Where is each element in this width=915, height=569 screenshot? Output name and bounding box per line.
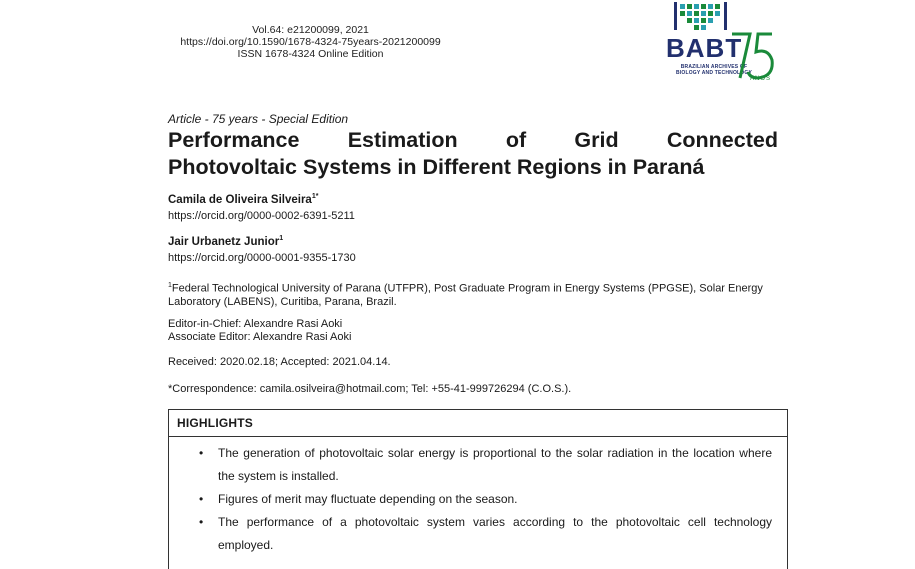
article-title [168, 127, 778, 181]
article-type: Article - 75 years - Special Edition [168, 112, 349, 126]
author-marker: 1* [311, 193, 319, 200]
title-line-1 [168, 127, 778, 154]
highlights-heading: HIGHLIGHTS [177, 416, 253, 430]
author-1-orcid[interactable]: https://orcid.org/0000-0002-6391-5211 [168, 210, 355, 222]
received-accepted-dates: Received: 2020.02.18; Accepted: 2021.04.14. [168, 356, 391, 368]
volume-line: Vol.64: e21200099, 2021 [252, 24, 369, 36]
author-name: Camila de Oliveira Silveira [168, 193, 312, 206]
author-1 [168, 193, 318, 206]
title-word: Estimation [347, 128, 458, 152]
author-2-orcid[interactable]: https://orcid.org/0000-0001-9355-1730 [168, 252, 356, 264]
highlight-text: Figures of merit may fluctuate depending on the season. [218, 492, 518, 506]
title-line-2: Photovoltaic Systems in Different Regions in Paraná [168, 155, 705, 179]
title-word: of [505, 128, 527, 152]
highlight-item [169, 442, 772, 488]
highlights-divider [169, 436, 787, 437]
highlight-text: The generation of photovoltaic solar energy is proportional to the solar radiation in the location where the system is installed. [218, 446, 772, 483]
babt-logo [664, 0, 782, 92]
title-word: Performance [168, 128, 300, 152]
logo-brand-text: BABT [666, 33, 743, 63]
bullet-icon: • [199, 492, 204, 506]
affiliation-marker: 1 [168, 282, 172, 289]
logo-anos-text: ANOS [750, 76, 772, 82]
title-word: Connected [666, 128, 778, 152]
highlight-item [169, 511, 772, 557]
affiliation [168, 279, 768, 310]
logo-subtitle: BRAZILIAN ARCHIVES OF BIOLOGY AND TECHNOLOGY [675, 64, 753, 76]
editor-in-chief: Editor-in-Chief: Alexandre Rasi Aoki [168, 318, 343, 330]
doi-link[interactable]: https://doi.org/10.1590/1678-4324-75years-2021200099 [180, 36, 441, 48]
bullet-icon: • [199, 446, 204, 460]
highlights-list [169, 442, 772, 557]
highlight-item [169, 488, 772, 511]
title-word: Grid [574, 128, 619, 152]
highlight-text: The performance of a photovoltaic system varies according to the photovoltaic cell technology employed. [218, 515, 772, 552]
affiliation-text: Federal Technological University of Parana (UTFPR), Post Graduate Program in Energy Systems (PPGSE), Solar Energy Laboratory (LABENS), Curitiba, Parana, Brazil. [168, 282, 763, 309]
journal-meta [168, 24, 453, 60]
bullet-icon: • [199, 515, 204, 529]
logo-grid-icon [672, 0, 732, 34]
issn-line: ISSN 1678-4324 Online Edition [237, 48, 384, 60]
correspondence: *Correspondence: camila.osilveira@hotmail.com; Tel: +55-41-999726294 (C.O.S.). [168, 383, 572, 395]
author-2 [168, 235, 283, 248]
highlights-box [168, 409, 788, 569]
associate-editor: Associate Editor: Alexandre Rasi Aoki [168, 331, 352, 343]
author-marker: 1 [279, 235, 284, 242]
author-name: Jair Urbanetz Junior [168, 235, 280, 248]
